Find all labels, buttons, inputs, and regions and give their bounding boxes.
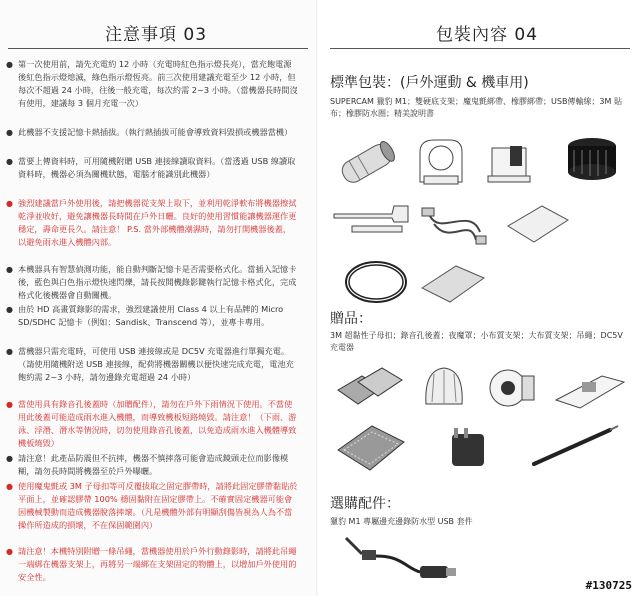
note-item <box>6 58 298 110</box>
left-title-rule <box>8 48 308 49</box>
accessory-row <box>332 254 632 316</box>
note-item <box>6 126 298 139</box>
note-text: 請注意！此產品防震但不抗摔，機器不慎摔落可能會造成鏡頭走位而影像模糊，請勿長時間將機器至於戶外曝曬。 <box>18 453 289 476</box>
bullet-icon: ● <box>6 128 13 137</box>
usb-waterproof-kit-image <box>342 532 458 588</box>
right-title-rule <box>330 48 630 49</box>
purchase-title: 選購配件： <box>330 496 400 512</box>
bullet-icon: ● <box>6 199 13 208</box>
right-page <box>318 0 640 596</box>
bullet-icon: ● <box>6 305 13 314</box>
usb-cable-image <box>420 196 490 252</box>
note-item-warning <box>6 197 298 249</box>
note-item <box>6 155 298 181</box>
3m-clip-image <box>332 360 404 414</box>
right-page-title: 包裝內容 04 <box>436 25 539 45</box>
velcro-strap-image <box>332 196 412 246</box>
bullet-icon: ● <box>6 157 13 166</box>
note-item-warning <box>6 480 298 532</box>
bullet-icon: ● <box>6 482 13 491</box>
user-manual-image <box>418 254 486 310</box>
mount-base-image <box>480 132 538 192</box>
note-text: 使用魔鬼氈或 3M 子母扣等可反覆拔取之固定膠帶時，請將此固定膠帶黏貼於平面上，並確認膠帶 100% 穩固黏附在固定膠帶上。不確實固定機器可能會因機械製動而造成機器脫落摔壞。（凡是機體外部有明顯刮傷皆視為人為不當操作所造成的損壞，不在保固範圍內） <box>18 481 298 530</box>
small-fabric-mount-image <box>552 360 628 416</box>
3m-adhesive-pad-image <box>502 196 572 252</box>
purchase-desc: 獵豹 M1 專屬邊充邊錄防水型 USB 套件 <box>330 517 473 526</box>
accessory-row <box>332 360 632 422</box>
gifts-desc: 3M 超黏性子母扣；錄音孔後蓋；夜魔罩；小布質支架；大布質支架；吊繩；DC5V充電器 <box>330 331 623 352</box>
back-cover-image <box>416 360 472 416</box>
bullet-icon: ● <box>6 60 13 69</box>
catalog-number: #130725 <box>585 579 632 592</box>
lanyard-image <box>528 420 624 476</box>
rubber-ring-image <box>562 132 622 192</box>
left-page-title: 注意事項 03 <box>105 25 208 45</box>
mount-bracket-image <box>410 132 472 192</box>
note-text: 當要上傳資料時，可用隨機附贈 USB 連接線讀取資料。（當透過 USB 線讀取資料時，機器必須為關機狀態，電腦才能識別此機器） <box>18 156 296 179</box>
bullet-icon: ● <box>6 547 13 556</box>
standard-package-desc: SUPERCAM 獵豹 M1；雙硬底支架；魔鬼氈綁帶、橡膠綁帶；USB傳輸線；3M 貼布；橡膠防水圈；精美說明書 <box>330 97 622 118</box>
note-text: 此機器不支援記憶卡熱插拔。（執行熱插拔可能會導致資料毀損或機器當機） <box>18 127 293 137</box>
standard-package-title: 標準包裝：(戶外運動 & 機車用) <box>330 75 529 91</box>
dc5v-charger-image <box>440 420 496 476</box>
bullet-icon: ● <box>6 454 13 463</box>
note-item-warning <box>6 545 298 584</box>
note-item <box>6 303 298 329</box>
left-page <box>0 0 318 596</box>
bullet-icon: ● <box>6 347 13 356</box>
bullet-icon: ● <box>6 400 13 409</box>
note-text: 當機器只需充電時，可使用 USB 連接線或是 DC5V 充電器進行單獨充電。（請使用隨機附送 USB 連接線，配荷將機器關機以便快速完成充電，電池充飽約需 2~3 小時，請勿邊錄充電超過 24 小時） <box>18 346 294 382</box>
note-item <box>6 263 298 302</box>
large-fabric-mount-image <box>332 420 408 480</box>
accessory-row <box>332 420 632 482</box>
accessory-row <box>332 132 632 194</box>
note-text: 第一次使用前，請先充電約 12 小時（充電時紅色指示燈長亮），當充飽電源後紅色指示燈熄滅，綠色指示燈恆亮。前三次使用建議充電至少 12 小時，但每次不超過 24 小時，往後一般充電，每次約需 2~3 小時。（當機器長時間沒有使用，建議每 3 個月充電一次） <box>18 59 298 108</box>
note-text: 由於 HD 高畫質錄影的需求，強烈建議使用 Class 4 以上有品牌的 Micro SD/SDHC 記憶卡（例如：Sandisk、Transcend 等），並專卡專用。 <box>18 304 284 327</box>
bullet-icon: ● <box>6 265 13 274</box>
note-item-warning <box>6 398 298 450</box>
camera-image <box>332 132 402 192</box>
note-text: 請注意！本機特別附贈一條吊繩，當機器使用於戶外行動錄影時，請將此吊繩一端綁在機器支架上，再將另一端綁在支架固定的物體上，以增加戶外使用的安全性。 <box>18 546 297 582</box>
rubber-o-ring-image <box>342 254 412 310</box>
note-text: 本機器具有智慧偵測功能，能自動判斷記憶卡是否需要格式化。當插入記憶卡後，藍色與白色指示燈快速閃爍，請長按開機錄影鍵執行記憶卡格式化，完成格式化後機器會自動關機。 <box>18 264 297 300</box>
note-item <box>6 345 298 384</box>
accessory-row <box>332 196 632 258</box>
note-text: 當使用具有錄音孔後蓋時（加贈配件），請勿在戶外下雨情況下使用。不當使用此後蓋可能造成雨水進入機體，而導致機板短路燒毀。請注意！（下雨、游泳、浮潛、潛水等情況時，切勿使用錄音孔後蓋，以免造成雨水進入機體導致機板燒毀） <box>18 399 297 448</box>
note-text: 強烈建議當戶外使用後，請把機器從支架上取下，並利用乾淨軟布將機器擦拭乾淨並收好，避免讓機器長時間在戶外日曬。良好的使用習慣能讓機器運作更穩定，壽命更長久。請注意！ P.S. 當外部機體潮濕時，請勿打開機器後蓋，以避免雨水進入機體內部。 <box>18 198 297 247</box>
gifts-title: 贈品： <box>330 311 372 327</box>
note-item <box>6 452 298 478</box>
night-cover-image <box>484 360 540 416</box>
